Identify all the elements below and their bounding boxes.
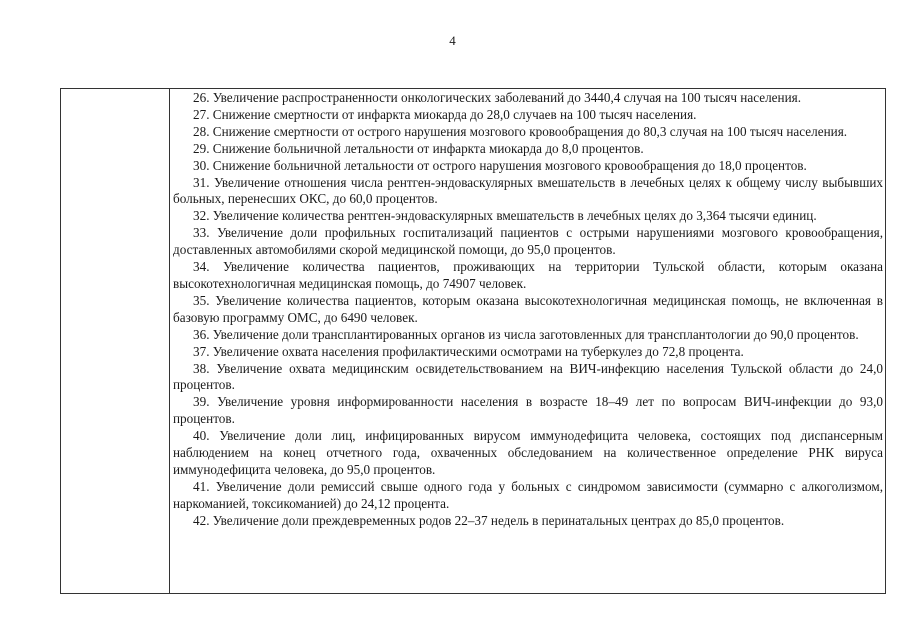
list-item-31: 31. Увеличение отношения числа рентген-эндоваскулярных вмешательств в лечебных целях к общему числу выбывших больных, перенесших ОКС, до 60,0 процентов.	[173, 174, 883, 207]
list-item-37: 37. Увеличение охвата населения профилактическими осмотрами на туберкулез до 72,8 процента.	[193, 343, 744, 359]
list-item-39: 39. Увеличение уровня информированности населения в возрасте 18–49 лет по вопросам ВИЧ-инфекции до 93,0 процентов.	[173, 394, 883, 427]
page-number: 4	[449, 33, 456, 48]
list-item-29: 29. Снижение больничной летальности от инфаркта миокарда до 8,0 процентов.	[193, 140, 644, 156]
list-item-42: 42. Увеличение доли преждевременных родов 22–37 недель в перинатальных центрах до 85,0 процентов.	[193, 512, 785, 528]
list-item-34: 34. Увеличение количества пациентов, проживающих на территории Тульской области, которым оказана высокотехнологичная медицинская помощь, до 74907 человек.	[173, 259, 883, 291]
list-item-36: 36. Увеличение доли трансплантированных органов из числа заготовленных для трансплантологии до 90,0 процентов.	[193, 326, 859, 342]
list-item-41: 41. Увеличение доли ремиссий свыше одного года у больных с синдромом зависимости (суммарно с алкоголизмом, наркоманией, токсикоманией) до 24,12 процента.	[173, 478, 883, 511]
table-content-cell	[173, 90, 883, 530]
list-item-28: 28. Снижение смертности от острого нарушения мозгового кровообращения до 80,3 случая на 100 тысяч населения.	[193, 123, 848, 139]
list-item-30: 30. Снижение больничной летальности от острого нарушения мозгового кровообращения до 18,0 процентов.	[193, 157, 807, 173]
list-item-40: 40. Увеличение доли лиц, инфицированных вирусом иммунодефицита человека, состоящих под диспансерным наблюдением на конец отчетного года, охваченных обследованием на количественное определение РНК вируса иммунодефицита человека, до 95,0 процентов.	[173, 428, 883, 477]
list-item-26: 26. Увеличение распространенности онкологических заболеваний до 3440,4 случая на 100 тысяч населения.	[193, 90, 801, 105]
list-item-32: 32. Увеличение количества рентген-эндоваскулярных вмешательств в лечебных целях до 3,364 тысячи единиц.	[193, 208, 817, 224]
list-item-27: 27. Снижение смертности от инфаркта миокарда до 28,0 случаев на 100 тысяч населения.	[193, 106, 697, 122]
list-item-33: 33. Увеличение доли профильных госпитализаций пациентов с острыми нарушениями мозгового кровообращения, доставленных автомобилями скорой медицинской помощи, до 95,0 процентов.	[173, 225, 883, 258]
document-table	[60, 88, 886, 594]
column-divider	[169, 89, 170, 593]
list-item-35: 35. Увеличение количества пациентов, которым оказана высокотехнологичная медицинская помощь, не включенная в базовую программу ОМС, до 6490 человек.	[173, 292, 883, 325]
list-item-38: 38. Увеличение охвата медицинским освидетельствованием на ВИЧ-инфекцию населения Тульской области до 24,0 процентов.	[173, 360, 883, 393]
